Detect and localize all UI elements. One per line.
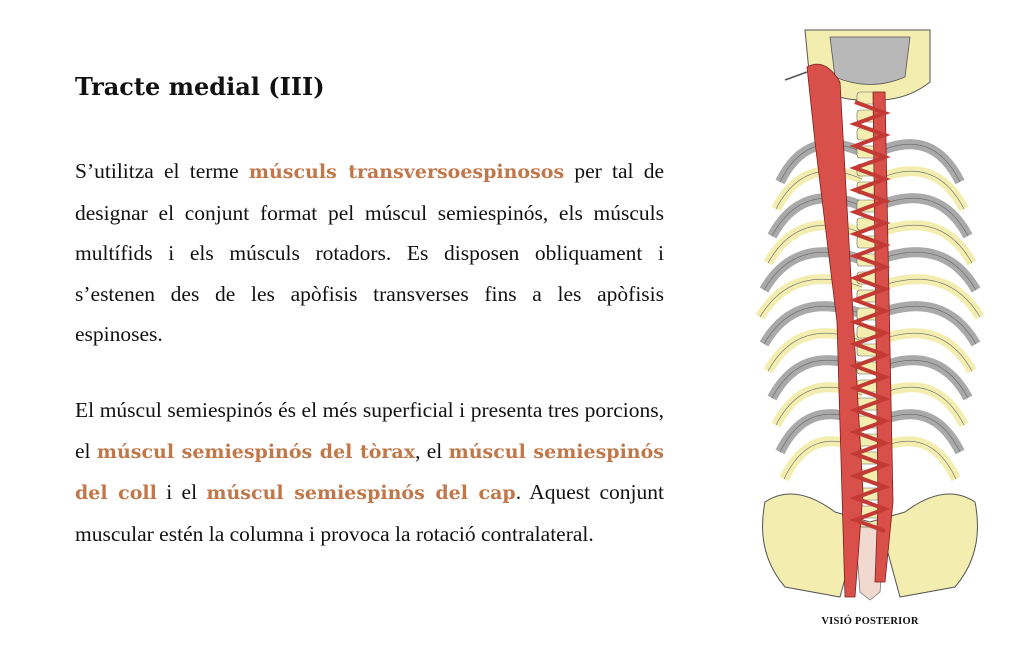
highlight-term: múscul semiespinós del tòrax	[96, 440, 416, 463]
highlight-term: músculs transversoespinosos	[248, 161, 565, 183]
text-run: , el	[415, 438, 449, 463]
anatomy-illustration	[745, 22, 995, 602]
text-run: El múscul semiespinós és el més superficial i presenta tres porcions, el	[75, 398, 664, 463]
highlight-term: múscul semiespinós del cap	[206, 482, 516, 504]
slide-title: Tracte medial (III)	[75, 72, 325, 101]
text-run: . Aquest conjunt muscular estén la columna i provoca la rotació contralateral.	[75, 480, 664, 546]
paragraph-intro	[75, 151, 664, 355]
text-run: per tal de designar el conjunt format pel múscul semiespinós, els músculs multífids i els músculs rotadors. Es disposen obliquament i s’estenen des de les apòfisis transverses fins a les apòfisis espinoses.	[75, 159, 664, 346]
text-run: S’utilitza el terme	[75, 159, 249, 183]
text-run: i el	[156, 480, 207, 504]
pointer-pin	[785, 72, 807, 80]
suboccipital-muscles	[830, 37, 910, 85]
figure-caption: VISIÓ POSTERIOR	[821, 616, 919, 627]
highlight-term: múscul semiespinós del coll	[75, 440, 664, 504]
paragraph-semiespinos	[75, 390, 664, 554]
